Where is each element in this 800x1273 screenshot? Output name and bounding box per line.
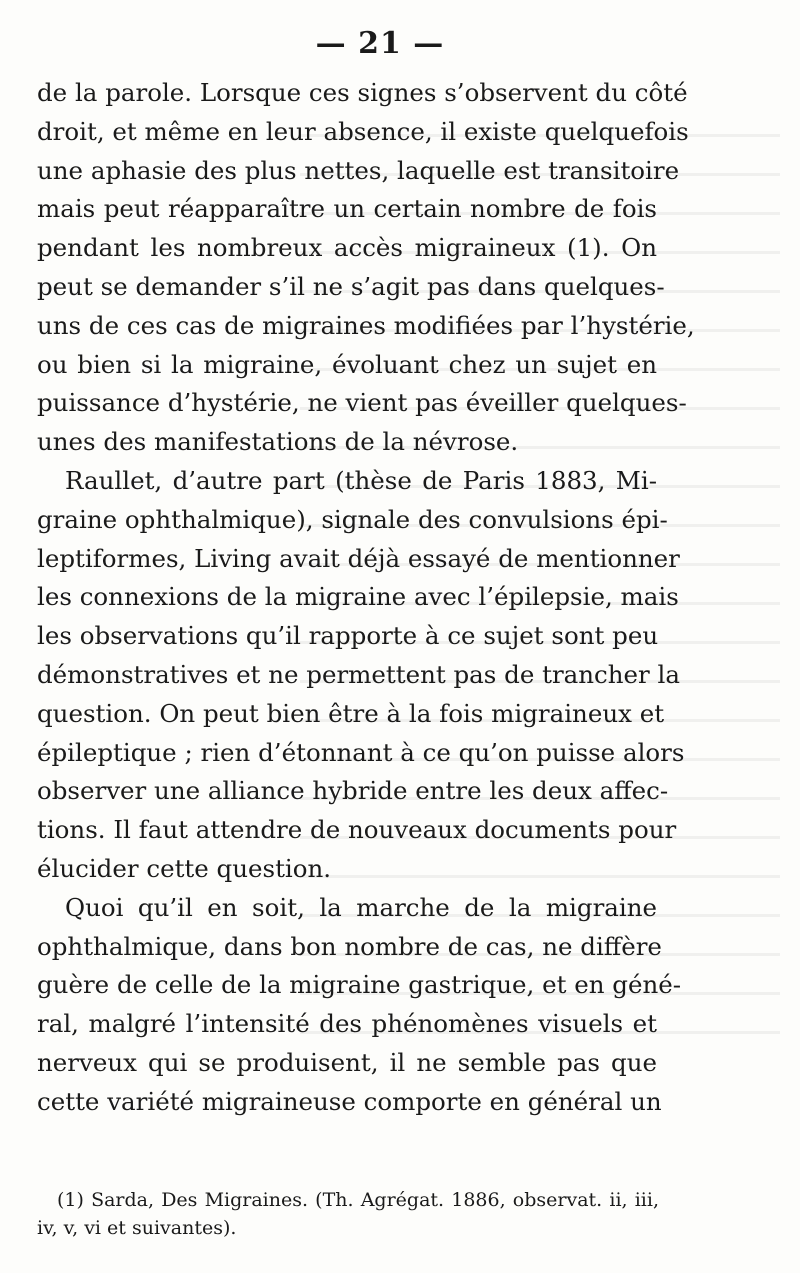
- text-line: peut se demander s’il ne s’agit pas dans quelques-: [37, 271, 665, 301]
- text-line: nerveux qui se produisent, il ne semble pas que: [37, 1047, 657, 1077]
- text-line: tions. Il faut attendre de nouveaux documents pour: [37, 815, 677, 845]
- text-line: Quoi qu’il en soit, la marche de la migraine: [65, 892, 657, 922]
- text-line: de la parole. Lorsque ces signes s’observent du côté: [37, 78, 688, 107]
- body-text: [37, 74, 695, 1122]
- text-line: une aphasie des plus nettes, laquelle est transitoire: [37, 155, 680, 185]
- text-line: ophthalmique, dans bon nombre de cas, ne diffère: [37, 931, 662, 961]
- text-line: mais peut réapparaître un certain nombre de fois: [37, 194, 657, 224]
- paragraph-1: [37, 74, 695, 462]
- text-line: démonstratives et ne permettent pas de trancher la: [37, 659, 680, 689]
- text-line: cette variété migraineuse comporte en général un: [37, 1086, 662, 1116]
- text-line: pendant les nombreux accès migraineux (1). On: [37, 233, 657, 263]
- text-line: Raullet, d’autre part (thèse de Paris 1883, Mi-: [65, 465, 657, 495]
- footnote-line: iv, v, vi et suivantes).: [37, 1217, 237, 1239]
- text-line: ou bien si la migraine, évoluant chez un sujet en: [37, 349, 657, 379]
- text-line: graine ophthalmique), signale des convulsions épi-: [37, 504, 668, 534]
- text-line: droit, et même en leur absence, il existe quelquefois: [37, 116, 689, 146]
- footnote: [37, 1186, 659, 1242]
- page-number: — 21 —: [315, 26, 445, 61]
- text-line: uns de ces cas de migraines modifiées par l’hystérie,: [37, 310, 695, 340]
- paragraph-3: [37, 889, 682, 1122]
- text-line: unes des manifestations de la névrose.: [37, 427, 519, 457]
- text-line: les connexions de la migraine avec l’épilepsie, mais: [37, 582, 679, 612]
- text-line: observer une alliance hybride entre les deux affec-: [37, 776, 669, 806]
- text-line: question. On peut bien être à la fois migraineux et: [37, 698, 665, 728]
- text-line: les observations qu’il rapporte à ce sujet sont peu: [37, 621, 659, 651]
- footnote-line: (1) Sarda, Des Migraines. (Th. Agrégat. 1886, observat. ii, iii,: [57, 1189, 659, 1211]
- text-line: puissance d’hystérie, ne vient pas éveiller quelques-: [37, 388, 687, 418]
- text-line: ral, malgré l’intensité des phénomènes visuels et: [37, 1009, 657, 1039]
- text-line: élucider cette question.: [37, 853, 332, 883]
- text-line: guère de celle de la migraine gastrique, et en géné-: [37, 970, 682, 1000]
- paragraph-2: [37, 462, 685, 889]
- text-line: épileptique ; rien d’étonnant à ce qu’on puisse alors: [37, 737, 685, 767]
- text-line: leptiformes, Living avait déjà essayé de mentionner: [37, 543, 680, 573]
